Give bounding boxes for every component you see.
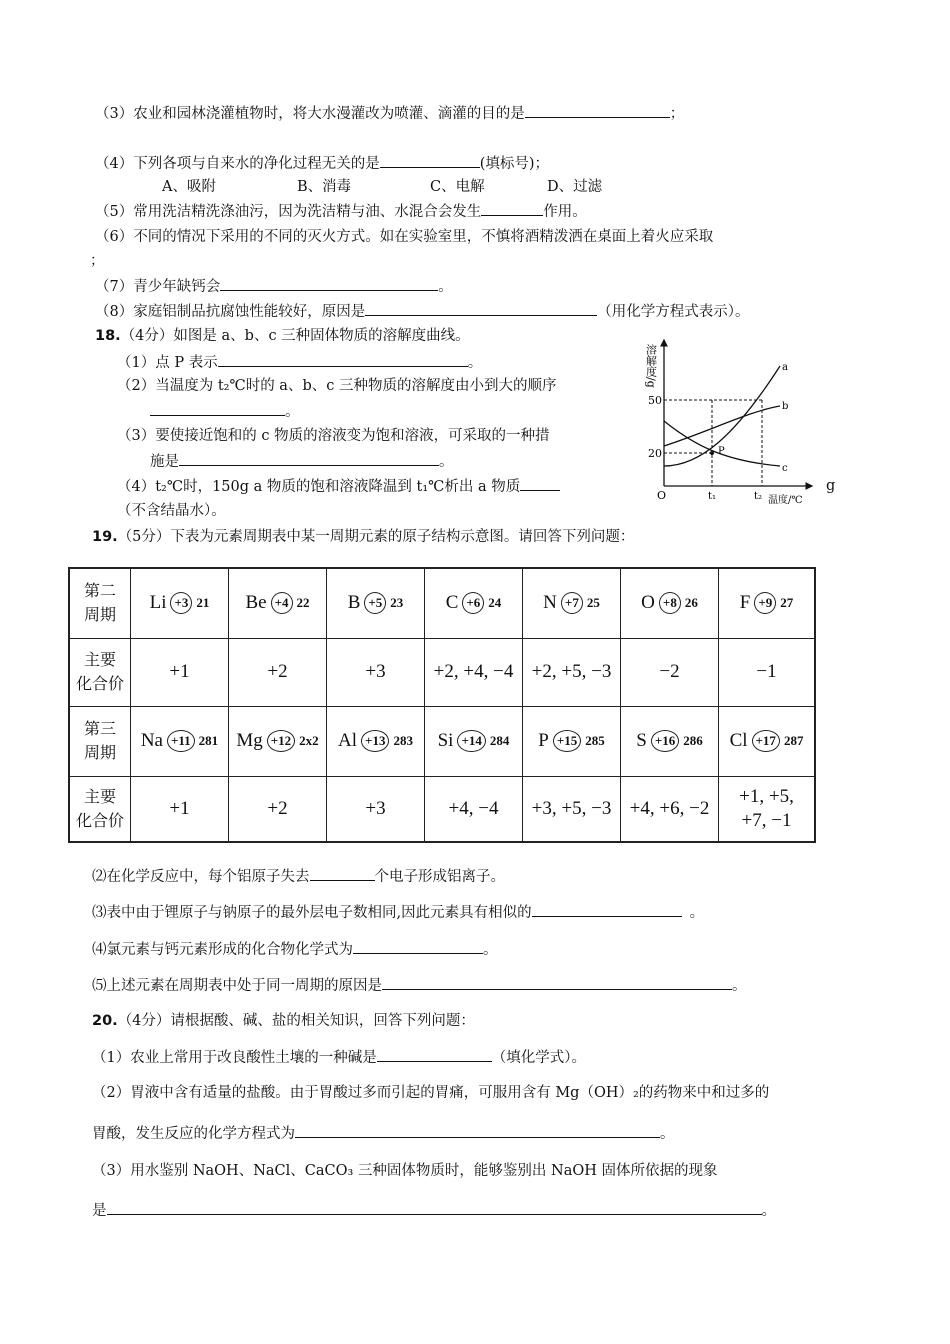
element-symbol: N bbox=[543, 592, 557, 614]
periodic-table bbox=[68, 567, 816, 843]
electron-shells: 2x2 bbox=[299, 733, 319, 748]
nucleus-icon: +17 bbox=[752, 730, 780, 752]
origin-label: O bbox=[657, 489, 667, 502]
element-symbol: Mg bbox=[236, 730, 263, 751]
q17-line6b: ； bbox=[90, 253, 105, 269]
curve-c-label: c bbox=[782, 463, 788, 474]
t1-label: t₁ bbox=[708, 491, 717, 502]
q17-option-a: A、吸附 bbox=[162, 179, 216, 195]
answer-blank[interactable] bbox=[218, 352, 468, 367]
q18-heading bbox=[95, 326, 470, 346]
element-symbol: Be bbox=[245, 592, 267, 614]
answer-blank[interactable] bbox=[179, 451, 439, 466]
q17-line5-text: （5）常用洗洁精洗涤油污，因为洗洁精与油、水混合会发生 bbox=[95, 204, 482, 220]
valence3-row bbox=[69, 776, 815, 842]
q20-part2-end: 。 bbox=[660, 1126, 675, 1142]
electron-shells: 24 bbox=[488, 595, 502, 611]
q20-part2b bbox=[92, 1123, 675, 1144]
q18-part1-end: 。 bbox=[467, 355, 483, 371]
x-axis-label: 温度/℃ bbox=[768, 495, 803, 506]
q18-part1 bbox=[117, 352, 482, 373]
q17-line7-text: （7）青少年缺钙会 bbox=[95, 279, 221, 295]
element-symbol: Si bbox=[437, 730, 454, 751]
electron-shells: 287 bbox=[783, 733, 804, 748]
q18-part4 bbox=[117, 476, 560, 497]
q20-part3-end: 。 bbox=[761, 1203, 776, 1219]
row-label: 第三 周期 bbox=[69, 706, 131, 776]
q19-sub2-text: ⑵在化学反应中，每个铝原子失去 bbox=[92, 869, 310, 885]
electron-shells: 284 bbox=[489, 733, 510, 748]
element-symbol: B bbox=[347, 592, 361, 614]
q18-part4b: （不含结晶水）。 bbox=[117, 503, 226, 519]
valence-cell: +4, −4 bbox=[425, 776, 523, 842]
q19-head-text: （5分）下表为元素周期表中某一周期元素的原子结构示意图。请回答下列问题： bbox=[117, 529, 635, 545]
nucleus-icon: +12 bbox=[267, 730, 295, 752]
answer-blank[interactable] bbox=[150, 401, 285, 416]
q17-line5 bbox=[95, 201, 587, 222]
valence-cell: −2 bbox=[621, 638, 719, 706]
answer-blank[interactable] bbox=[365, 301, 597, 316]
question-number: 19. bbox=[92, 529, 118, 545]
q17-line8 bbox=[95, 301, 749, 322]
element-symbol: S bbox=[636, 730, 647, 751]
electron-shells: 23 bbox=[390, 595, 404, 611]
q18-part3b bbox=[150, 451, 454, 472]
valence-cell: +2 bbox=[229, 638, 327, 706]
valence-line: +7, −1 bbox=[741, 809, 792, 831]
valence2-row bbox=[69, 638, 815, 706]
q18-part4-text: （4）t₂℃时，150g a 物质的饱和溶液降温到 t₁℃析出 a 物质 bbox=[117, 479, 521, 495]
period2-row bbox=[69, 568, 815, 638]
answer-blank[interactable] bbox=[382, 975, 732, 990]
tick-50: 50 bbox=[648, 394, 662, 407]
q20-part3b-text: 是 bbox=[92, 1203, 107, 1219]
q17-line5-end: 作用。 bbox=[543, 204, 587, 220]
nucleus-icon: +16 bbox=[651, 730, 679, 752]
element-cell bbox=[425, 706, 523, 776]
q20-part1 bbox=[92, 1047, 586, 1068]
nucleus-icon: +11 bbox=[167, 730, 195, 752]
element-cell bbox=[621, 706, 719, 776]
question-number: 18. bbox=[95, 328, 121, 344]
electron-shells: 285 bbox=[585, 733, 605, 748]
q17-line3-text: （3）农业和园林浇灌植物时，将大水漫灌改为喷灌、滴灌的目的是 bbox=[95, 106, 525, 122]
q20-heading bbox=[92, 1011, 475, 1031]
q18-part2b bbox=[150, 401, 300, 422]
atom-structure bbox=[740, 592, 794, 614]
electron-shells: 25 bbox=[586, 595, 600, 611]
valence-cell: +1 bbox=[131, 638, 229, 706]
element-cell bbox=[719, 706, 816, 776]
q18-part1-text: （1）点 P 表示 bbox=[117, 355, 218, 371]
q19-sub5-end: 。 bbox=[732, 978, 747, 994]
q20-part2: （2）胃液中含有适量的盐酸。由于胃酸过多而引起的胃痛，可服用含有 Mg（OH）₂的药物来中和过多的 bbox=[92, 1085, 770, 1101]
q20-part1-text: （1）农业上常用于改良酸性土壤的一种碱是 bbox=[92, 1050, 377, 1066]
electron-shells: 283 bbox=[393, 733, 413, 748]
element-symbol: O bbox=[641, 592, 655, 614]
atom-structure bbox=[446, 592, 502, 614]
q17-line8-text: （8）家庭铝制品抗腐蚀性能较好，原因是 bbox=[95, 304, 366, 320]
curve-b-label: b bbox=[782, 401, 789, 412]
element-symbol: Cl bbox=[729, 730, 748, 751]
curve-a-label: a bbox=[782, 362, 788, 373]
nucleus-icon: +9 bbox=[754, 592, 776, 614]
atom-structure bbox=[236, 730, 318, 752]
q18-part3b-text: 施是 bbox=[150, 454, 179, 470]
valence-cell: +2, +4, −4 bbox=[425, 638, 523, 706]
curve-c bbox=[664, 421, 780, 466]
element-cell bbox=[229, 568, 327, 638]
q19-sub5-text: ⑸上述元素在周期表中处于同一周期的原因是 bbox=[92, 978, 382, 994]
q18-part3: （3）要使接近饱和的 c 物质的溶液变为饱和溶液，可采取的一种措 bbox=[117, 428, 550, 444]
atom-structure bbox=[438, 730, 510, 752]
nucleus-icon: +8 bbox=[659, 592, 681, 614]
q19-sub3 bbox=[92, 902, 704, 923]
answer-blank[interactable] bbox=[520, 476, 560, 491]
q19-heading bbox=[92, 527, 634, 547]
answer-blank[interactable] bbox=[310, 866, 375, 881]
q20-part3b bbox=[92, 1200, 776, 1221]
element-symbol: P bbox=[538, 730, 549, 751]
q18-part2: （2）当温度为 t₂℃时的 a、b、c 三种物质的溶解度由小到大的顺序 bbox=[117, 378, 557, 394]
t2-label: t₂ bbox=[754, 491, 763, 502]
electron-shells: 27 bbox=[780, 595, 794, 611]
valence-cell: +3 bbox=[327, 638, 425, 706]
q17-line7 bbox=[95, 276, 453, 297]
q17-line8-end: （用化学方程式表示）。 bbox=[597, 304, 750, 320]
atom-structure bbox=[636, 730, 703, 752]
q17-line6: （6）不同的情况下采用的不同的灭火方式。如在实验室里，不慎将酒精泼洒在桌面上着火应采取 bbox=[95, 229, 714, 245]
nucleus-icon: +3 bbox=[170, 592, 192, 614]
q20-part1-end: （填化学式）。 bbox=[491, 1050, 586, 1066]
q17-line7-end: 。 bbox=[438, 279, 453, 295]
q18-part3-end: 。 bbox=[439, 454, 454, 470]
valence-cell: −1 bbox=[719, 638, 816, 706]
element-cell bbox=[327, 568, 425, 638]
q17-line4-text: （4）下列各项与自来水的净化过程无关的是 bbox=[95, 156, 380, 172]
q19-sub4-end: 。 bbox=[483, 942, 498, 958]
nucleus-icon: +5 bbox=[364, 592, 386, 614]
nucleus-icon: +15 bbox=[553, 730, 581, 752]
answer-blank[interactable] bbox=[532, 902, 682, 917]
element-cell bbox=[719, 568, 816, 638]
electron-shells: 281 bbox=[198, 733, 219, 748]
q19-sub3-text: ⑶表中由于锂原子与钠原子的最外层电子数相同,因此元素具有相似的 bbox=[92, 905, 532, 921]
nucleus-icon: +6 bbox=[462, 592, 484, 614]
atom-structure bbox=[538, 730, 605, 752]
atom-structure bbox=[245, 592, 309, 614]
q17-option-d: D、过滤 bbox=[547, 179, 603, 195]
q19-sub3-end: 。 bbox=[689, 905, 705, 921]
electron-shells: 26 bbox=[684, 595, 698, 611]
electron-shells: 286 bbox=[683, 733, 703, 748]
element-cell bbox=[229, 706, 327, 776]
q18-head-text: （4分）如图是 a、b、c 三种固体物质的溶解度曲线。 bbox=[120, 328, 470, 344]
valence-cell bbox=[719, 776, 816, 842]
element-cell bbox=[523, 706, 621, 776]
tick-20: 20 bbox=[648, 447, 662, 460]
atom-structure bbox=[543, 592, 600, 614]
electron-shells: 21 bbox=[196, 595, 210, 611]
element-symbol: F bbox=[739, 592, 751, 614]
answer-blank[interactable] bbox=[481, 201, 543, 216]
q20-part3: （3）用水鉴别 NaOH、NaCl、CaCO₃ 三种固体物质时，能够鉴别出 NaOH 固体所依据的现象 bbox=[92, 1163, 718, 1179]
answer-blank[interactable] bbox=[377, 1047, 492, 1062]
period3-row bbox=[69, 706, 815, 776]
nucleus-icon: +7 bbox=[561, 592, 583, 614]
element-symbol: C bbox=[445, 592, 459, 614]
atom-structure bbox=[641, 592, 698, 614]
valence-cell: +4, +6, −2 bbox=[621, 776, 719, 842]
answer-blank[interactable] bbox=[295, 1123, 660, 1138]
q17-option-b: B、消毒 bbox=[297, 179, 352, 195]
valence-line: +1, +5, bbox=[739, 785, 794, 807]
element-symbol: Al bbox=[338, 730, 358, 751]
nucleus-icon: +4 bbox=[271, 592, 293, 614]
q17-option-c: C、电解 bbox=[430, 179, 485, 195]
y-axis-label: 溶解度/g bbox=[644, 344, 658, 388]
point-p-label: P bbox=[718, 446, 725, 457]
q19-sub4 bbox=[92, 939, 498, 960]
atom-structure bbox=[348, 592, 404, 614]
answer-blank[interactable] bbox=[380, 153, 480, 168]
q17-line3 bbox=[95, 103, 684, 124]
element-cell bbox=[523, 568, 621, 638]
electron-shells: 22 bbox=[296, 595, 310, 611]
valence-cell: +3 bbox=[327, 776, 425, 842]
valence-cell: +2, +5, −3 bbox=[523, 638, 621, 706]
q18-part4-unit: g bbox=[826, 478, 836, 494]
row-label: 主要 化合价 bbox=[69, 776, 131, 842]
q19-sub2-end: 个电子形成铝离子。 bbox=[374, 869, 505, 885]
atom-structure bbox=[730, 730, 804, 752]
q18-part2-end: 。 bbox=[285, 404, 300, 420]
atom-structure bbox=[150, 592, 210, 614]
valence-cell: +3, +5, −3 bbox=[523, 776, 621, 842]
row-label: 第二 周期 bbox=[69, 568, 131, 638]
answer-blank[interactable] bbox=[525, 103, 670, 118]
element-cell bbox=[621, 568, 719, 638]
q19-sub5 bbox=[92, 975, 747, 996]
nucleus-icon: +13 bbox=[361, 730, 389, 752]
nucleus-icon: +14 bbox=[457, 730, 485, 752]
element-cell bbox=[131, 568, 229, 638]
row-label: 主要 化合价 bbox=[69, 638, 131, 706]
solubility-graph bbox=[640, 336, 815, 506]
answer-blank[interactable] bbox=[107, 1200, 762, 1215]
answer-blank[interactable] bbox=[220, 276, 438, 291]
atom-structure bbox=[141, 730, 218, 752]
element-symbol: Li bbox=[149, 592, 167, 614]
atom-structure bbox=[338, 730, 413, 752]
q19-sub4-text: ⑷氯元素与钙元素形成的化合物化学式为 bbox=[92, 942, 353, 958]
element-cell bbox=[327, 706, 425, 776]
element-cell bbox=[425, 568, 523, 638]
valence-cell: +1 bbox=[131, 776, 229, 842]
question-number: 20. bbox=[92, 1013, 118, 1029]
valence-cell: +2 bbox=[229, 776, 327, 842]
q17-line3-end: ； bbox=[669, 106, 685, 122]
answer-blank[interactable] bbox=[353, 939, 483, 954]
element-symbol: Na bbox=[140, 730, 163, 751]
point-p bbox=[710, 451, 714, 455]
q20-head-text: （4分）请根据酸、碱、盐的相关知识，回答下列问题： bbox=[117, 1013, 475, 1029]
q20-part2b-text: 胃酸，发生反应的化学方程式为 bbox=[92, 1126, 295, 1142]
q17-line4-end: (填标号)； bbox=[479, 156, 550, 172]
q17-line4 bbox=[95, 153, 549, 174]
element-cell bbox=[131, 706, 229, 776]
q19-sub2 bbox=[92, 866, 505, 887]
